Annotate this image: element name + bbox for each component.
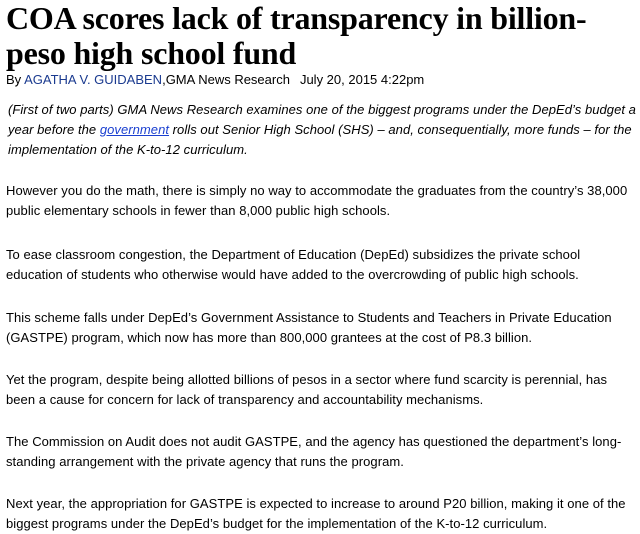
intro-paragraph [8,100,636,160]
byline-prefix: By [6,72,25,87]
intro-text-before: (First of two parts) GMA News Research examines one of the biggest programs under the DepEd’s budget a year before the [8,102,636,137]
publish-date: July 20, 2015 4:22pm [299,72,425,87]
byline [6,72,636,88]
government-link[interactable]: government [99,122,170,137]
body-paragraph: To ease classroom congestion, the Department of Education (DepEd) subsidizes the private school education of students who otherwise would have added to the overcrowding of public high schools. [6,247,581,282]
body-paragraph: Yet the program, despite being allotted billions of pesos in a sector where fund scarcity is perennial, has been a cause for concern for lack of transparency and accountability mechanisms. [6,372,608,407]
body-paragraph: Next year, the appropriation for GASTPE is expected to increase to around P20 billion, making it one of the biggest programs under the DepEd’s budget for the implementation of the K-to-12 curriculum. [6,496,626,531]
author-link[interactable]: AGATHA V. GUIDABEN [24,72,163,87]
byline-source: ,GMA News Research [162,72,290,87]
intro-text-after: rolls out Senior High School (SHS) – and, consequentially, more funds – for the implementation of the K-to-12 curriculum. [8,122,632,157]
article-headline: COA scores lack of transparency in billion-peso high school fund [6,0,587,71]
body-paragraph: This scheme falls under DepEd’s Government Assistance to Students and Teachers in Private Education (GASTPE) program, which now has more than 800,000 grantees at the cost of P8.3 billion. [6,310,612,345]
body-paragraph: The Commission on Audit does not audit GASTPE, and the agency has questioned the department’s long-standing arrangement with the private agency that runs the program. [6,434,622,469]
body-paragraph: However you do the math, there is simply no way to accommodate the graduates from the country’s 38,000 public elementary schools in fewer than 8,000 public high schools. [6,183,628,218]
